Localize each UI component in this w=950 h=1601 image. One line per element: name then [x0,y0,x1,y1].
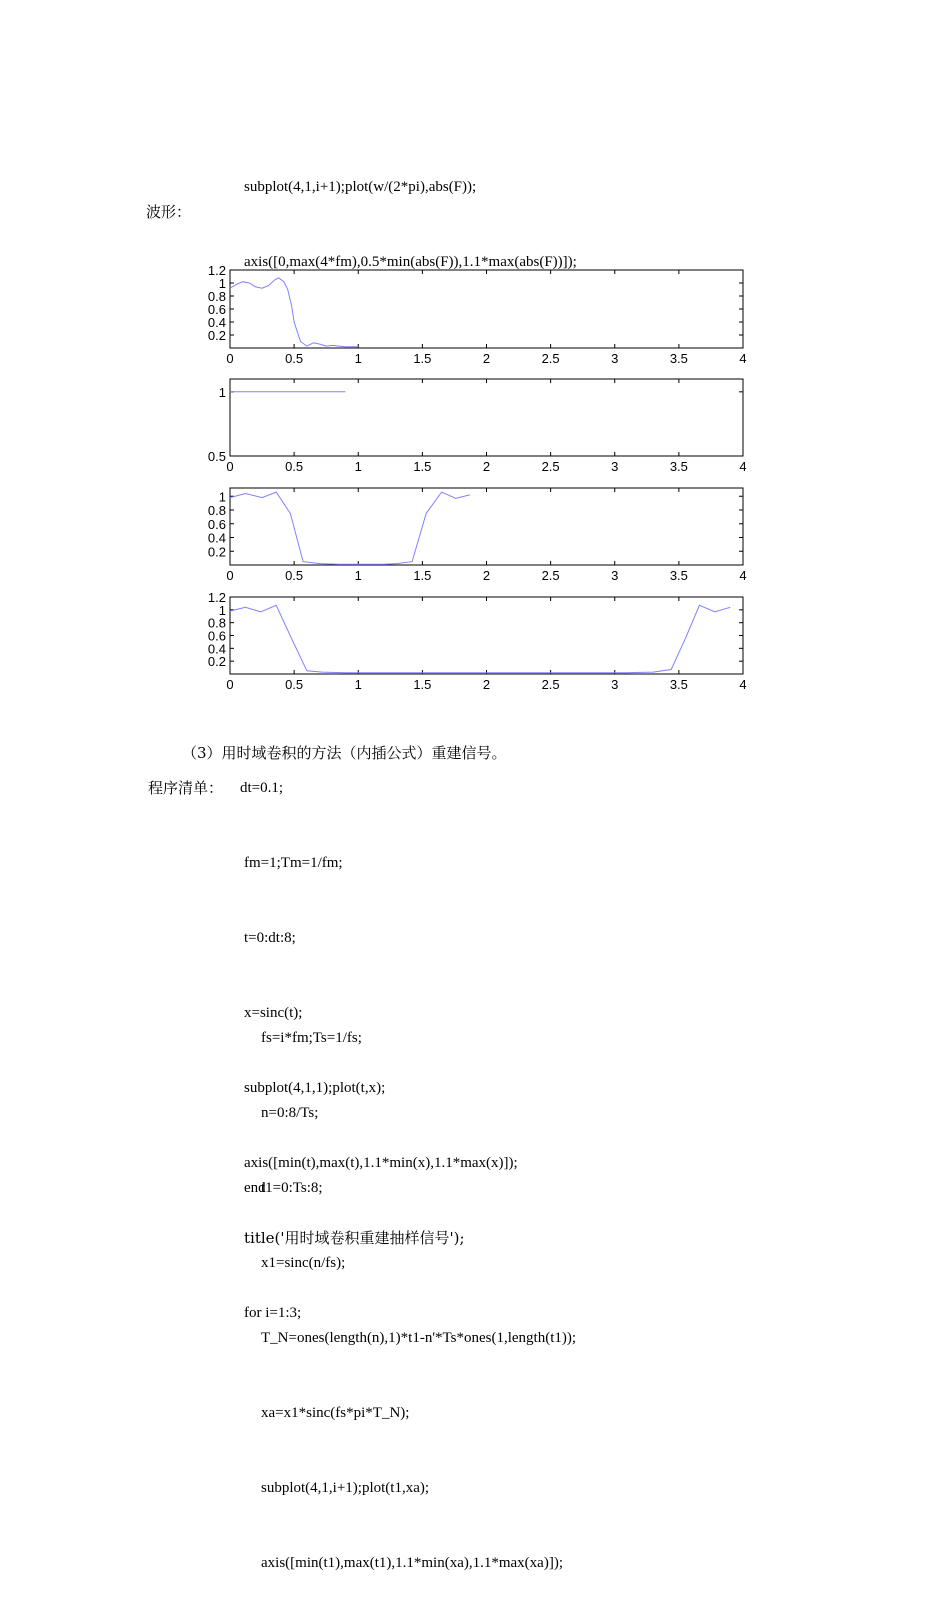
y-tick-label: 0.2 [207,328,226,343]
waveform-figure [0,0,950,700]
y-tick-label: 0.2 [207,544,226,560]
code-line: fm=1;Tm=1/fm; [244,855,343,871]
x-tick-label: 1 [354,459,362,474]
x-tick-label: 4 [739,677,747,692]
y-tick-label: 0.6 [207,628,226,644]
x-tick-label: 0.5 [285,568,304,583]
y-tick-label: 0.2 [207,654,226,670]
x-tick-label: 3 [611,568,619,583]
plot-area-3 [230,488,743,565]
x-tick-label: 3 [611,459,619,474]
program-first-line: dt=0.1; [240,780,284,796]
code-line: x1=sinc(n/fs); [261,1255,346,1271]
y-tick-label: 0.4 [207,530,226,546]
x-tick-label: 0.5 [285,459,304,474]
x-tick-label: 1.5 [413,351,432,366]
code-line: axis([min(t),max(t),1.1*min(x),1.1*max(x)]); [244,1155,518,1171]
x-tick-label: 0 [226,351,234,366]
x-tick-label: 3.5 [669,568,688,583]
x-tick-label: 1.5 [413,677,432,692]
x-tick-label: 2.5 [541,677,560,692]
plot-area-2 [230,379,743,456]
y-tick-label: 1 [218,384,226,400]
x-tick-label: 3 [611,677,619,692]
y-tick-label: 0.6 [207,516,226,532]
x-tick-label: 2 [482,459,491,474]
x-tick-label: 1 [354,677,362,692]
x-tick-label: 0 [226,459,234,474]
y-tick-label: 1.2 [207,590,226,605]
x-tick-label: 1 [354,351,362,366]
code-line: xa=x1*sinc(fs*pi*T_N); [261,1405,410,1421]
x-tick-label: 0 [226,568,234,583]
x-tick-label: 1 [354,568,362,583]
y-tick-label: 0.6 [207,302,226,317]
code-line: fs=i*fm;Ts=1/fs; [261,1030,362,1046]
x-tick-label: 4 [739,459,747,474]
x-tick-label: 1.5 [413,568,432,583]
x-tick-label: 1.5 [413,459,432,474]
x-tick-label: 0 [226,677,234,692]
code-line: axis([0,max(4*fm),0.5*min(abs(F)),1.1*max(abs(F))]); [244,254,577,270]
x-tick-label: 3 [611,351,619,366]
code-line: x=sinc(t); [244,1005,303,1021]
section-heading: （3）用时域卷积的方法（内插公式）重建信号。 [182,744,507,762]
y-tick-label: 0.8 [207,289,226,304]
y-tick-label: 0.8 [207,503,226,518]
y-tick-label: 0.4 [207,641,226,657]
x-tick-label: 2 [482,677,491,692]
code-line: t1=0:Ts:8; [261,1180,323,1196]
code-line: axis([min(t1),max(t1),1.1*min(xa),1.1*max(xa)]); [261,1555,563,1571]
x-tick-label: 4 [739,568,747,583]
x-tick-label: 3.5 [669,677,688,692]
code-line: subplot(4,1,1);plot(t,x); [244,1080,386,1096]
code-line: subplot(4,1,i+1);plot(w/(2*pi),abs(F)); [244,179,477,195]
x-tick-label: 2.5 [541,459,560,474]
y-tick-label: 0.8 [207,615,226,631]
y-tick-label: 0.5 [207,449,226,464]
x-tick-label: 0.5 [285,677,304,692]
x-tick-label: 0.5 [285,351,304,366]
x-tick-label: 3.5 [669,459,688,474]
x-tick-label: 2 [482,568,491,583]
program-end: end [244,1180,266,1196]
x-tick-label: 2 [482,351,491,366]
code-line: n=0:8/Ts; [261,1105,319,1121]
y-tick-label: 0.4 [207,315,226,330]
code-line: title('用时域卷积重建抽样信号'); [244,1229,465,1247]
code-line: for i=1:3; [244,1305,302,1321]
plot-area-1 [230,270,743,348]
y-tick-label: 1 [218,489,226,505]
program-loop-block [261,976,576,1601]
x-tick-label: 4 [739,351,747,366]
plot-area-4 [230,597,743,674]
program-label: 程序清单： [148,779,224,797]
x-tick-label: 3.5 [669,351,688,366]
code-line: subplot(4,1,i+1);plot(t1,xa); [261,1480,430,1496]
x-tick-label: 2.5 [541,351,560,366]
y-tick-label: 1.2 [207,263,226,278]
waveform-label: 波形： [146,203,192,221]
x-tick-label: 2.5 [541,568,560,583]
y-tick-label: 1 [218,276,226,291]
code-line: T_N=ones(length(n),1)*t1-n'*Ts*ones(1,length(t1)); [261,1330,577,1346]
code-line: t=0:dt:8; [244,930,296,946]
y-tick-label: 1 [218,602,226,618]
